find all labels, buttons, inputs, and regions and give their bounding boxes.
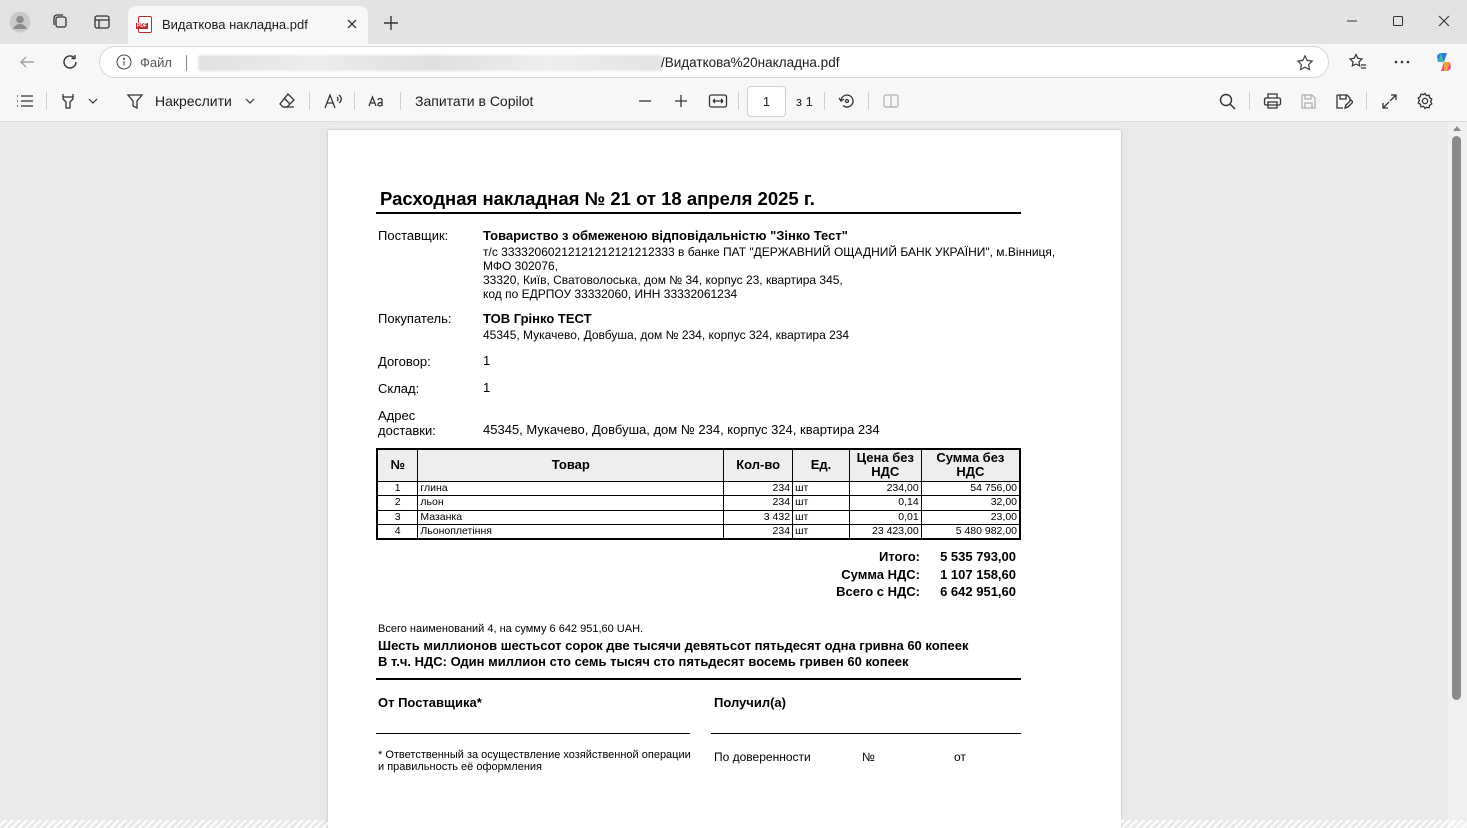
col-header-sum-line: НДС (956, 464, 985, 480)
pdf-viewer[interactable] (0, 122, 1448, 828)
workspaces-icon[interactable] (44, 6, 76, 38)
cell-product: Мазанка (418, 510, 724, 525)
col-header-qty: Кол-во (724, 449, 793, 481)
toolbar-separator (1249, 92, 1250, 110)
highlight-icon[interactable] (56, 88, 80, 114)
page-number-input[interactable]: 1 (747, 86, 786, 117)
supplier-detail: код по ЕДРПОУ 33332060, ИНН 33332061234 (483, 287, 738, 301)
cell-product: Льоноплетіння (418, 525, 724, 540)
contents-list-icon[interactable] (12, 88, 38, 114)
warehouse-label: Склад: (378, 381, 420, 396)
buyer-address: 45345, Мукачево, Довбуша, дом № 234, корпус 324, квартира 234 (483, 328, 850, 342)
scroll-up-arrow-icon[interactable] (1453, 126, 1461, 131)
address-bar[interactable] (99, 46, 1329, 78)
copilot-icon[interactable] (1428, 46, 1460, 78)
cell-price: 0,14 (849, 496, 921, 511)
blurred-url-path (198, 55, 663, 71)
tab-bar (0, 0, 1467, 44)
buyer-name: ТОВ Грінко ТЕСТ (483, 311, 592, 326)
toolbar-separator (354, 92, 355, 110)
new-tab-icon[interactable] (375, 7, 407, 39)
cell-product: глина (418, 481, 724, 496)
more-menu-icon[interactable] (1386, 46, 1418, 78)
cell-num: 2 (377, 496, 418, 511)
amount-in-words: Шесть миллионов шестьсот сорок две тысячи девятьсот пятьдесят одна гривна 60 копеек (378, 638, 969, 653)
cell-num: 4 (377, 525, 418, 540)
navigation-bar (0, 44, 1467, 80)
cell-unit: шт (793, 481, 850, 496)
summary-rule (376, 678, 1021, 680)
col-header-num: № (377, 449, 418, 481)
page-count: з 1 (796, 93, 813, 109)
cell-price: 23 423,00 (849, 525, 921, 540)
draw-button[interactable]: Накреслити (155, 93, 232, 109)
footnote: * Ответственный за осуществление хозяйственной операции (378, 749, 691, 761)
page-view-icon[interactable] (878, 88, 904, 114)
close-tab-icon[interactable] (342, 14, 362, 34)
cell-unit: шт (793, 510, 850, 525)
buyer-label: Покупатель: (378, 311, 452, 326)
delivery-address: 45345, Мукачево, Довбуша, дом № 234, корпус 324, квартира 234 (483, 422, 880, 437)
cell-price: 234,00 (849, 481, 921, 496)
tab-actions-icon[interactable] (86, 6, 118, 38)
cell-price: 0,01 (849, 510, 921, 525)
table-row (377, 496, 1020, 511)
fit-width-icon[interactable] (706, 88, 730, 114)
proxy-number-label: № (862, 750, 875, 764)
col-header-price (849, 449, 921, 481)
grand-total-value: 6 642 951,60 (940, 584, 1016, 599)
cell-num: 1 (377, 481, 418, 496)
delivery-label: Адрес (378, 408, 416, 423)
receiver-signature-line (711, 733, 1021, 734)
eraser-icon[interactable] (274, 88, 300, 114)
supplier-name: Товариство з обмеженою відповідальністю "Зінко Тест" (483, 228, 848, 243)
table-row (377, 481, 1020, 496)
chevron-down-icon[interactable] (84, 88, 102, 114)
toolbar-separator (824, 92, 825, 110)
pdf-page (328, 130, 1121, 828)
translate-icon[interactable] (364, 88, 390, 114)
vertical-scrollbar[interactable] (1448, 122, 1467, 828)
supplier-detail: т/с 33332060212121212121212333 в банке ПАТ "ДЕРЖАВНИЙ ОЩАДНИЙ БАНК УКРАЇНИ", м.Вінниця, (483, 245, 1056, 259)
footnote: и правильность её оформления (378, 761, 543, 773)
cell-sum: 23,00 (921, 510, 1020, 525)
favorite-star-icon[interactable] (1296, 54, 1314, 77)
cell-qty: 234 (724, 525, 793, 540)
zoom-in-icon[interactable] (670, 88, 692, 114)
refresh-icon[interactable] (54, 46, 86, 78)
total-label: Итого: (879, 549, 920, 564)
from-supplier-label: От Поставщика* (378, 695, 482, 710)
pdf-toolbar (0, 80, 1467, 122)
table-header-row (377, 449, 1020, 481)
profile-icon[interactable] (4, 6, 36, 38)
delivery-label: доставки: (378, 423, 436, 438)
toolbar-separator (738, 92, 739, 110)
ask-copilot-button[interactable]: Запитати в Copilot (415, 93, 534, 109)
supplier-signature-line (376, 733, 690, 734)
toolbar-separator (1366, 92, 1367, 110)
received-label: Получил(а) (714, 695, 786, 710)
cell-sum: 32,00 (921, 496, 1020, 511)
vat-label: Сумма НДС: (841, 567, 920, 582)
search-icon[interactable] (1214, 88, 1240, 114)
col-header-sum-line: Сумма без (936, 450, 1005, 466)
contract-value: 1 (483, 353, 491, 368)
cell-product: льон (418, 496, 724, 511)
cell-qty: 3 432 (724, 510, 793, 525)
toolbar-separator (400, 92, 401, 110)
col-header-product: Товар (418, 449, 724, 481)
file-label: Файл (140, 55, 172, 70)
proxy-date-label: от (954, 750, 966, 764)
col-header-price-line: НДС (871, 464, 900, 480)
cell-sum: 54 756,00 (921, 481, 1020, 496)
toolbar-separator (46, 92, 47, 110)
read-aloud-icon[interactable] (320, 88, 346, 114)
cell-qty: 234 (724, 496, 793, 511)
tab-active[interactable] (128, 6, 368, 44)
cell-qty: 234 (724, 481, 793, 496)
save-icon[interactable] (1295, 88, 1321, 114)
proxy-label: По доверенности (714, 750, 811, 764)
address-separator (186, 55, 187, 71)
torn-edge (0, 820, 1467, 828)
supplier-label: Поставщик: (378, 228, 449, 243)
tab-title: Видаткова накладна.pdf (162, 17, 308, 32)
url-text: /Видаткова%20накладна.pdf (661, 55, 840, 70)
scroll-thumb[interactable] (1452, 136, 1461, 700)
vat-in-words: В т.ч. НДС: Один миллион сто семь тысяч сто пятьдесят восемь гривен 60 копеек (378, 654, 909, 669)
items-table (376, 448, 1021, 540)
cell-unit: шт (793, 496, 850, 511)
total-value: 5 535 793,00 (940, 549, 1016, 564)
pdf-file-icon: PDF (138, 16, 152, 33)
col-header-price-line: Цена без (856, 450, 914, 466)
toolbar-separator (309, 92, 310, 110)
draw-icon[interactable] (122, 88, 148, 114)
grand-total-label: Всего с НДС: (836, 584, 920, 599)
maximize-icon[interactable] (1375, 6, 1421, 36)
contract-label: Договор: (378, 354, 431, 369)
zoom-out-icon[interactable] (634, 88, 656, 114)
rotate-icon[interactable] (834, 88, 860, 114)
warehouse-value: 1 (483, 380, 491, 395)
chevron-down-icon[interactable] (241, 88, 259, 114)
table-row (377, 525, 1020, 540)
save-as-icon[interactable] (1331, 88, 1357, 114)
minimize-icon[interactable] (1329, 6, 1375, 36)
cell-unit: шт (793, 525, 850, 540)
items-summary: Всего наименований 4, на сумму 6 642 951,60 UAH. (378, 623, 644, 635)
col-header-sum (921, 449, 1020, 481)
toolbar-separator (868, 92, 869, 110)
fullscreen-icon[interactable] (1376, 88, 1402, 114)
cell-sum: 5 480 982,00 (921, 525, 1020, 540)
col-header-unit: Ед. (793, 449, 850, 481)
info-icon[interactable] (116, 54, 132, 75)
settings-gear-icon[interactable] (1412, 88, 1438, 114)
favorites-icon[interactable] (1342, 46, 1374, 78)
print-icon[interactable] (1259, 88, 1285, 114)
back-icon[interactable] (11, 46, 43, 78)
table-row (377, 510, 1020, 525)
close-window-icon[interactable] (1421, 6, 1467, 36)
cell-num: 3 (377, 510, 418, 525)
supplier-detail: 33320, Київ, Сватоволоська, дом № 34, корпус 23, квартира 345, (483, 273, 843, 287)
supplier-detail: МФО 302076, (483, 259, 559, 273)
document-title: Расходная накладная № 21 от 18 апреля 2025 г. (380, 188, 815, 209)
title-underline (376, 212, 1021, 214)
vat-value: 1 107 158,60 (940, 567, 1016, 582)
